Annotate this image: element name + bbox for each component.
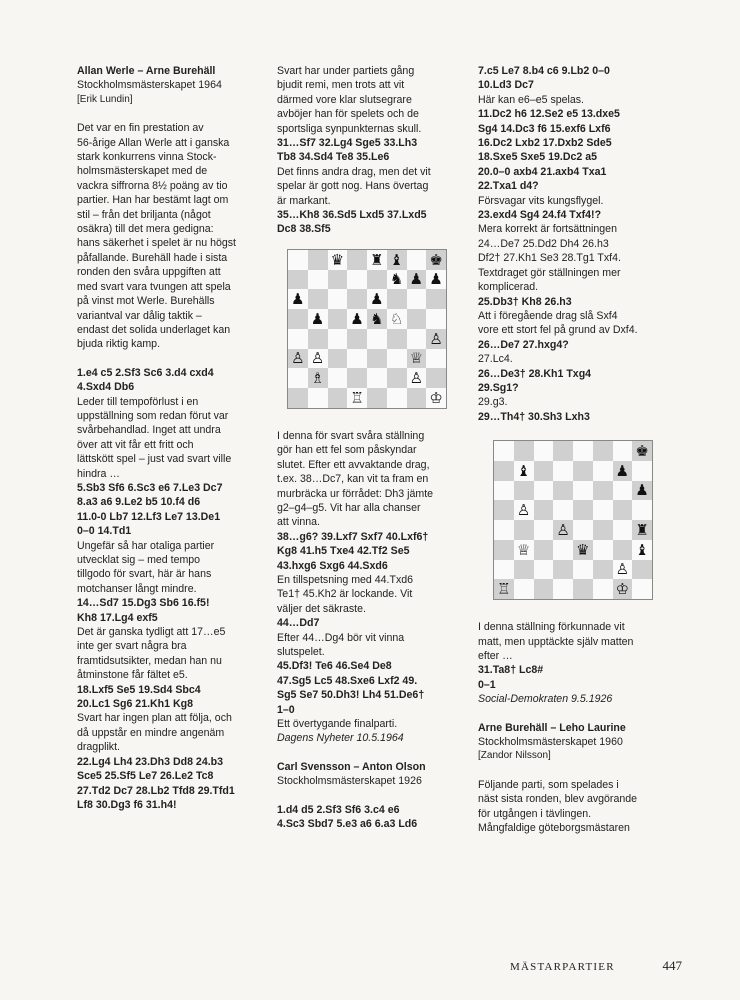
board-square: ♔ bbox=[613, 579, 633, 599]
board-square: ♕ bbox=[514, 540, 534, 560]
board-square bbox=[593, 520, 613, 540]
paragraph: I denna för svart svåra ställning gör han ett fel som påskyndar slutet. Efter ett avvaktande drag, t.ex. 38…Dc7, kan vit ta fram en murbräcka ur förrådet: Dh3 jämte g2–g4–g5. Vit har alla chanser att vinna. bbox=[277, 429, 434, 529]
column-3-top bbox=[478, 64, 668, 424]
board-square bbox=[573, 500, 593, 520]
board-square bbox=[328, 309, 348, 329]
board-square bbox=[553, 500, 573, 520]
move-text: 26…De3† 28.Kh1 Txg4 bbox=[478, 367, 592, 380]
board-square bbox=[347, 250, 367, 270]
paragraph bbox=[77, 352, 257, 366]
paragraph: Social-Demokraten 9.5.1926 bbox=[478, 693, 613, 706]
move-text: 22.Lg4 Lh4 23.Dh3 Dd8 24.b3 Sce5 25.Sf5 Le7 26.Le2 Tc8 27.Td2 Dc7 28.Lb2 Tfd8 29.Tfd1 Lf8 30.Dg3 f6 31.h4! bbox=[77, 755, 235, 811]
board-square: ♙ bbox=[426, 329, 446, 349]
board-square bbox=[534, 481, 554, 501]
paragraph: Stockholmsmästerskapet 1964 bbox=[77, 79, 222, 92]
paragraph: En tillspetsning med 44.Txd6 Te1† 45.Kh2 är lockande. Vit väljer det säkraste. bbox=[277, 573, 414, 615]
board-square: ♗ bbox=[308, 368, 328, 388]
board-square bbox=[573, 579, 593, 599]
column-1 bbox=[77, 64, 257, 812]
board-square: ♟ bbox=[288, 289, 308, 309]
move-text: 26…De7 27.hxg4? bbox=[478, 338, 569, 351]
paragraph: Det är ganska tydligt att 17…e5 inte ger svart några bra framtidsutsikter, medan han nu åtminstone får fältet e5. bbox=[77, 626, 226, 682]
board-square: ♙ bbox=[613, 560, 633, 580]
board-square bbox=[514, 520, 534, 540]
board-square: ♝ bbox=[632, 540, 652, 560]
board-square bbox=[308, 270, 328, 290]
board-square bbox=[573, 481, 593, 501]
board-square bbox=[308, 289, 328, 309]
move-text: 23.exd4 Sg4 24.f4 Txf4!? bbox=[478, 209, 602, 222]
board-square bbox=[573, 461, 593, 481]
board-square: ♞ bbox=[387, 270, 407, 290]
column-2-top bbox=[277, 64, 462, 237]
board-square bbox=[387, 388, 407, 408]
paragraph: 29.g3. bbox=[478, 396, 508, 409]
board-square bbox=[288, 270, 308, 290]
board-square bbox=[573, 560, 593, 580]
move-text: 1.d4 d5 2.Sf3 Sf6 3.c4 e6 4.Sc3 Sbd7 5.e3 a6 6.a3 Ld6 bbox=[277, 803, 418, 831]
board-square bbox=[494, 540, 514, 560]
move-text: 29…Th4† 30.Sh3 Lxh3 bbox=[478, 410, 590, 423]
paragraph: Efter 44…Dg4 bör vit vinna slutspelet. bbox=[277, 631, 405, 658]
board-square bbox=[573, 520, 593, 540]
paragraph bbox=[478, 707, 668, 721]
board-square bbox=[553, 481, 573, 501]
board-square bbox=[288, 388, 308, 408]
board-square: ♞ bbox=[367, 309, 387, 329]
column-2 bbox=[277, 64, 462, 831]
board-square bbox=[367, 349, 387, 369]
board-square: ♕ bbox=[407, 349, 427, 369]
board-square bbox=[407, 309, 427, 329]
move-text: Carl Svensson – Anton Olson bbox=[277, 760, 426, 773]
board-square bbox=[328, 289, 348, 309]
running-footer: MÄSTARPARTIER bbox=[510, 961, 615, 973]
board-square bbox=[534, 461, 554, 481]
paragraph: [Zandor Nilsson] bbox=[478, 750, 551, 762]
paragraph: Dagens Nyheter 10.5.1964 bbox=[277, 732, 404, 745]
paragraph: Följande parti, som spelades i näst sista ronden, blev avgörande för utgången i tävlingen. Mångfaldige göteborgsmästaren bbox=[478, 778, 638, 835]
board-square: ♔ bbox=[426, 388, 446, 408]
paragraph bbox=[277, 746, 462, 760]
move-text: 29.Sg1? bbox=[478, 381, 519, 394]
board-square bbox=[534, 441, 554, 461]
paragraph bbox=[77, 107, 257, 121]
chess-diagram-1 bbox=[287, 249, 447, 409]
board-square: ♝ bbox=[514, 461, 534, 481]
board-square bbox=[632, 461, 652, 481]
paragraph: I denna ställning förkunnade vit matt, men upptäckte själv matten efter … bbox=[478, 621, 634, 662]
paragraph: Försvagar vits kungsflygel. bbox=[478, 194, 604, 207]
board-square bbox=[514, 579, 534, 599]
board-square: ♖ bbox=[494, 579, 514, 599]
move-text: 18.Lxf5 Se5 19.Sd4 Sbc4 20.Lc1 Sg6 21.Kh1 Kg8 bbox=[77, 683, 201, 711]
board-square bbox=[514, 560, 534, 580]
board-square bbox=[613, 520, 633, 540]
paragraph: 27.Lc4. bbox=[478, 353, 513, 366]
board-square bbox=[308, 250, 328, 270]
board-square bbox=[387, 349, 407, 369]
board-square bbox=[288, 329, 308, 349]
board-square: ♟ bbox=[407, 270, 427, 290]
board-square bbox=[593, 540, 613, 560]
board-square: ♙ bbox=[514, 500, 534, 520]
board-square bbox=[632, 560, 652, 580]
board-square bbox=[288, 250, 308, 270]
board-square bbox=[328, 368, 348, 388]
paragraph: Det finns andra drag, men det vit spelar är gott nog. Hans övertag är markant. bbox=[277, 165, 431, 207]
board-square bbox=[494, 461, 514, 481]
board-square bbox=[553, 560, 573, 580]
paragraph: Att i föregående drag slå Sxf4 vore ett stort fel på grund av Dxf4. bbox=[478, 309, 638, 337]
board-square bbox=[553, 441, 573, 461]
board-square bbox=[613, 441, 633, 461]
paragraph: Mera korrekt är fortsättningen 24…De7 25.Dd2 Dh4 26.h3 Df2† 27.Kh1 Se3 28.Tg1 Txf4. Textdraget gör ställningen mer komplicerad. bbox=[478, 223, 621, 294]
board-square bbox=[613, 500, 633, 520]
board-square bbox=[288, 309, 308, 329]
board-square: ♛ bbox=[328, 250, 348, 270]
board-square bbox=[367, 368, 387, 388]
board-square: ♟ bbox=[426, 270, 446, 290]
board-square bbox=[494, 441, 514, 461]
board-square: ♙ bbox=[308, 349, 328, 369]
page-number: 447 bbox=[662, 958, 682, 973]
move-text: 31.Ta8† Lc8# 0–1 bbox=[478, 664, 544, 691]
move-text: 5.Sb3 Sf6 6.Sc3 e6 7.Le3 Dc7 8.a3 a6 9.Le2 b5 10.f4 d6 11.0-0 Lb7 12.Lf3 Le7 13.De1 0–0 14.Td1 bbox=[77, 481, 223, 538]
board-square bbox=[593, 441, 613, 461]
board-square bbox=[328, 388, 348, 408]
board-square: ♖ bbox=[347, 388, 367, 408]
move-text: 1.e4 c5 2.Sf3 Sc6 3.d4 cxd4 4.Sxd4 Db6 bbox=[77, 366, 214, 394]
board-square bbox=[632, 579, 652, 599]
board-square bbox=[407, 289, 427, 309]
paragraph: Här kan e6–e5 spelas. bbox=[478, 93, 585, 106]
paragraph: Ungefär så har otaliga partier utvecklat sig – med tempo tillgodo för svart, här är hans motchanser långt mindre. bbox=[77, 539, 215, 595]
paragraph bbox=[478, 764, 668, 778]
board-square bbox=[367, 329, 387, 349]
board-square bbox=[328, 329, 348, 349]
board-square bbox=[387, 289, 407, 309]
column-2-bottom bbox=[277, 429, 462, 832]
board-square bbox=[347, 329, 367, 349]
board-square bbox=[573, 441, 593, 461]
board-square bbox=[347, 289, 367, 309]
board-square: ♘ bbox=[387, 309, 407, 329]
paragraph: Stockholmsmästerskapet 1960 bbox=[478, 736, 623, 748]
chess-diagram-2 bbox=[493, 440, 653, 600]
board-square: ♜ bbox=[367, 250, 387, 270]
board-square bbox=[367, 270, 387, 290]
board-square bbox=[593, 461, 613, 481]
board-square: ♙ bbox=[553, 520, 573, 540]
board-square bbox=[494, 520, 514, 540]
board-square bbox=[494, 500, 514, 520]
board-square: ♟ bbox=[632, 481, 652, 501]
board-square bbox=[426, 309, 446, 329]
move-text: 11.Dc2 h6 12.Se2 e5 13.dxe5 Sg4 14.Dc3 f6 15.exf6 Lxf6 16.Dc2 Lxb2 17.Dxb2 Sde5 18.Sxe5 Sxe5 19.Dc2 a5 20.0–0 axb4 21.axb4 Txa1 22.Txa1 d4? bbox=[478, 108, 620, 193]
board-square bbox=[407, 388, 427, 408]
board-square bbox=[593, 579, 613, 599]
board-square bbox=[407, 250, 427, 270]
move-text: 31…Sf7 32.Lg4 Sge5 33.Lh3 Tb8 34.Sd4 Te8 35.Le6 bbox=[277, 137, 418, 164]
board-square bbox=[347, 368, 367, 388]
board-square bbox=[426, 289, 446, 309]
board-square bbox=[387, 329, 407, 349]
board-square bbox=[534, 500, 554, 520]
move-text: 45.Df3! Te6 46.Se4 De8 47.Sg5 Lc5 48.Sxe6 Lxf2 49. Sg5 Se7 50.Dh3! Lh4 51.De6† 1–0 bbox=[277, 660, 425, 716]
paragraph: Det var en fin prestation av 56-årige Allan Werle att i ganska stark konkurrens vinna Stock- holmsmästerskapet med de vackra siffrorna 8½ poäng av tio partier. Han har bestämt lagt om stil – från det briljanta (något osäkra) till det mera gedigna: hans säkerhet i spelet är nu högst påfallande. Burehäll hade i sista ronden den svåra uppgiften att med svart vara tvungen att spela på vinst mot Werle. Burehälls variantval var dålig taktik – endast det solida underlaget kan bjuda riktig kamp. bbox=[77, 122, 237, 351]
board-square: ♟ bbox=[613, 461, 633, 481]
move-text: 35…Kh8 36.Sd5 Lxd5 37.Lxd5 Dc8 38.Sf5 bbox=[277, 209, 427, 236]
paragraph: Ett övertygande finalparti. bbox=[277, 718, 398, 730]
board-square: ♛ bbox=[573, 540, 593, 560]
paragraph: Svart har ingen plan att följa, och då uppstår en mindre angenäm dragplikt. bbox=[77, 712, 232, 754]
board-square bbox=[347, 270, 367, 290]
board-square bbox=[534, 579, 554, 599]
board-square bbox=[494, 560, 514, 580]
board-square: ♟ bbox=[308, 309, 328, 329]
board-square: ♟ bbox=[347, 309, 367, 329]
board-square bbox=[534, 540, 554, 560]
paragraph bbox=[277, 789, 462, 803]
board-square bbox=[632, 500, 652, 520]
move-text: Allan Werle – Arne Burehäll bbox=[77, 65, 216, 77]
board-square bbox=[494, 481, 514, 501]
paragraph: Svart har under partiets gång bjudit remi, men trots att vit därmed vore klar slutsegrare avböjer han för spelets och de sportsliga synpunkternas skull. bbox=[277, 65, 422, 135]
board-square bbox=[553, 579, 573, 599]
board-square bbox=[308, 329, 328, 349]
move-text: 7.c5 Le7 8.b4 c6 9.Lb2 0–0 10.Ld3 Dc7 bbox=[478, 65, 610, 92]
board-square bbox=[328, 349, 348, 369]
board-square: ♚ bbox=[632, 441, 652, 461]
board-square: ♚ bbox=[426, 250, 446, 270]
board-square: ♝ bbox=[387, 250, 407, 270]
board-square: ♟ bbox=[367, 289, 387, 309]
board-square bbox=[387, 368, 407, 388]
board-square bbox=[593, 481, 613, 501]
move-text: 38…g6? 39.Lxf7 Sxf7 40.Lxf6† Kg8 41.h5 Txe4 42.Tf2 Se5 43.hxg6 Sxg6 44.Sxd6 bbox=[277, 530, 429, 572]
board-square bbox=[347, 349, 367, 369]
board-square bbox=[328, 270, 348, 290]
board-square bbox=[534, 520, 554, 540]
board-square: ♙ bbox=[407, 368, 427, 388]
board-square bbox=[288, 368, 308, 388]
paragraph: Leder till tempoförlust i en uppställning som redan förut var svårbehandlad. Inget att undra över att vit får ett fritt och lättskött spel – just vad svart ville hindra … bbox=[77, 395, 232, 480]
board-square bbox=[593, 560, 613, 580]
board-square bbox=[407, 329, 427, 349]
move-text: 25.Db3† Kh8 26.h3 bbox=[478, 295, 572, 308]
board-square bbox=[514, 441, 534, 461]
board-square bbox=[553, 540, 573, 560]
board-square bbox=[367, 388, 387, 408]
board-square bbox=[553, 461, 573, 481]
board-square bbox=[613, 540, 633, 560]
board-square bbox=[593, 500, 613, 520]
paragraph: Stockholmsmästerskapet 1926 bbox=[277, 775, 422, 788]
move-text: 44…Dd7 bbox=[277, 617, 320, 630]
board-square bbox=[426, 368, 446, 388]
board-square bbox=[426, 349, 446, 369]
paragraph: [Erik Lundin] bbox=[77, 93, 133, 105]
column-3-bottom bbox=[478, 620, 668, 835]
board-square bbox=[613, 481, 633, 501]
board-square bbox=[514, 481, 534, 501]
board-square bbox=[308, 388, 328, 408]
board-square: ♙ bbox=[288, 349, 308, 369]
board-square bbox=[534, 560, 554, 580]
column-3 bbox=[478, 64, 668, 835]
move-text: 14…Sd7 15.Dg3 Sb6 16.f5! Kh8 17.Lg4 exf5 bbox=[77, 597, 210, 624]
move-text: Arne Burehäll – Leho Laurine bbox=[478, 721, 626, 734]
board-square: ♜ bbox=[632, 520, 652, 540]
